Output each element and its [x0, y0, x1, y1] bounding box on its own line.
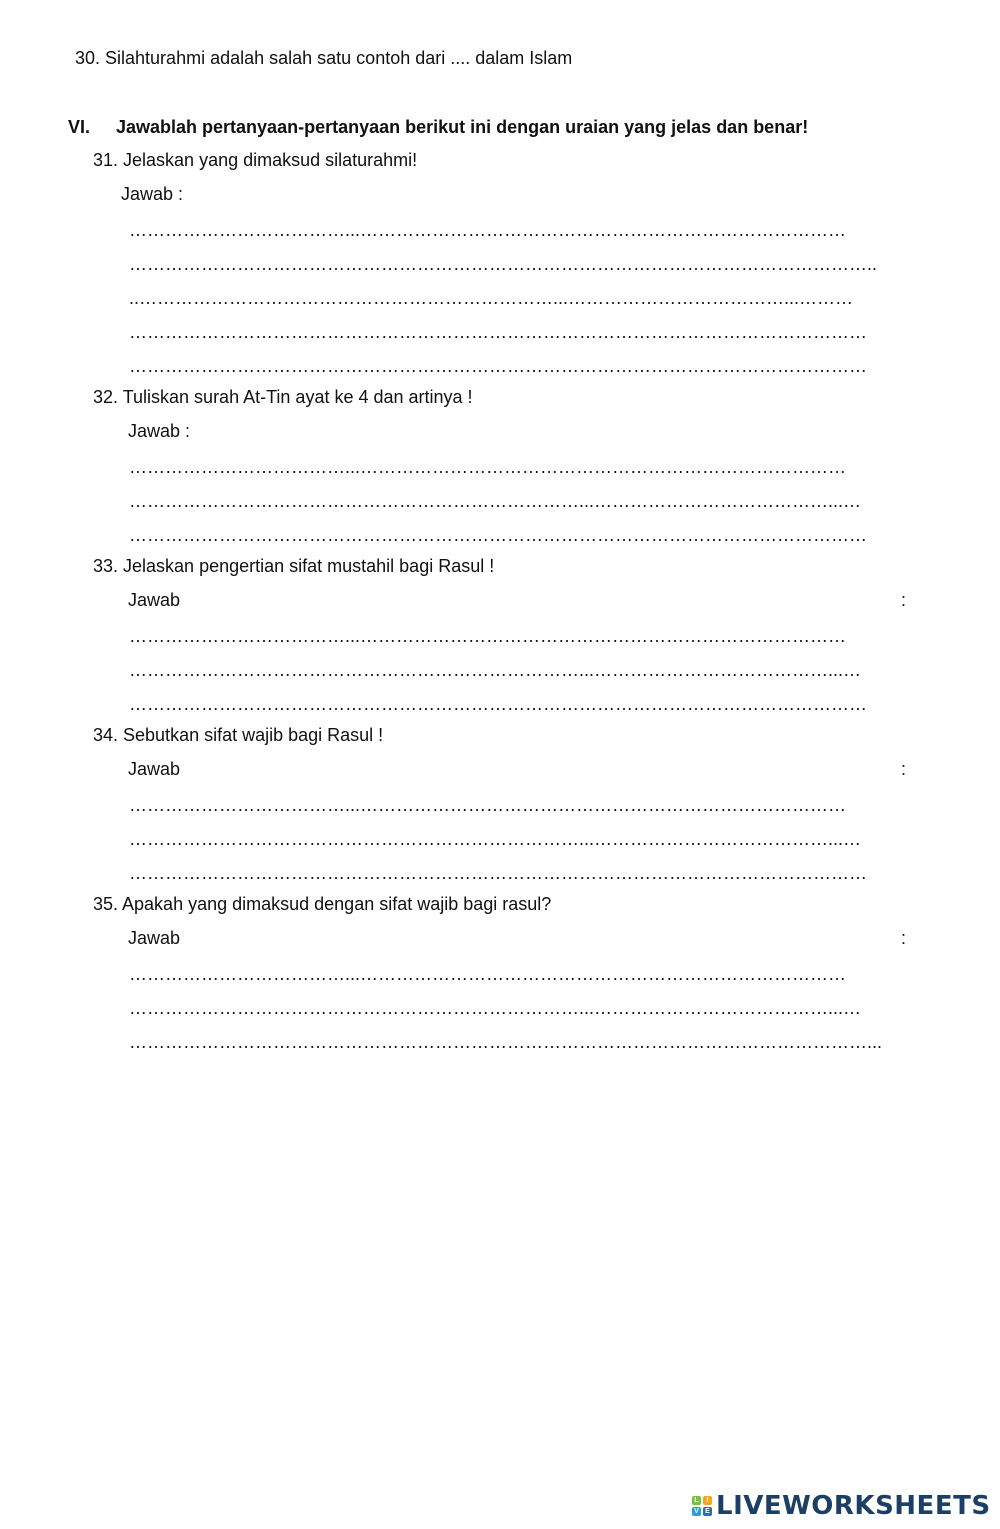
answer-label-33: Jawab: [128, 590, 181, 610]
answer-line-34-2: …………………………………………………………………...…………………………………...…: [129, 829, 862, 849]
answer-line-31-4: ……………………………………………………………………………………………………………: [129, 322, 867, 342]
section-title: Jawablah pertanyaan-pertanyaan berikut ini dengan uraian yang jelas dan benar!: [116, 117, 809, 137]
answer-label-34: Jawab: [128, 759, 181, 779]
answer-line-35-1: ………………………………...………………………………………………………………………: [129, 964, 847, 984]
answer-line-35-2: …………………………………………………………………...…………………………………...…: [129, 998, 862, 1018]
answer-label-31: Jawab :: [121, 184, 184, 204]
answer-line-34-1: ………………………………...………………………………………………………………………: [129, 795, 847, 815]
answer-colon-34: :: [901, 759, 907, 779]
liveworksheets-logo-text: LIVEWORKSHEETS: [716, 1491, 991, 1521]
section-number: VI.: [68, 117, 91, 137]
logo-tile-i: I: [703, 1496, 712, 1505]
answer-line-33-1: ………………………………...………………………………………………………………………: [129, 626, 847, 646]
answer-line-31-2: ……………………………………………………………………………………………………………..: [129, 254, 878, 274]
answer-colon-33: :: [901, 590, 907, 610]
answer-colon-35: :: [901, 928, 907, 948]
question-33: 33. Jelaskan pengertian sifat mustahil bagi Rasul !: [93, 556, 495, 576]
answer-line-31-5: ……………………………………………………………………………………………………………: [129, 356, 867, 376]
answer-line-32-3: ……………………………………………………………………………………………………………: [129, 525, 867, 545]
answer-line-32-1: ………………………………...………………………………………………………………………: [129, 457, 847, 477]
answer-line-32-2: …………………………………………………………………...…………………………………...…: [129, 491, 862, 511]
question-31: 31. Jelaskan yang dimaksud silaturahmi!: [93, 150, 418, 170]
liveworksheets-logo: [692, 1492, 991, 1520]
answer-line-33-2: …………………………………………………………………...…………………………………...…: [129, 660, 862, 680]
logo-tile-v: V: [692, 1507, 701, 1516]
question-30: 30. Silahturahmi adalah salah satu contoh dari .... dalam Islam: [75, 48, 573, 68]
logo-tile-l: L: [692, 1496, 701, 1505]
answer-line-35-3: ……………………………………………………………………………………………………………...: [129, 1032, 883, 1052]
question-35: 35. Apakah yang dimaksud dengan sifat wajib bagi rasul?: [93, 894, 552, 914]
logo-tile-e: E: [703, 1507, 712, 1516]
answer-line-31-3: ..……………………………………………………………...………………………………...………: [129, 288, 854, 308]
answer-line-31-1: ………………………………...………………………………………………………………………: [129, 220, 847, 240]
question-34: 34. Sebutkan sifat wajib bagi Rasul !: [93, 725, 384, 745]
answer-label-32: Jawab :: [128, 421, 191, 441]
answer-line-34-3: ……………………………………………………………………………………………………………: [129, 863, 867, 883]
liveworksheets-logo-icon: [692, 1496, 712, 1516]
question-32: 32. Tuliskan surah At-Tin ayat ke 4 dan artinya !: [93, 387, 473, 407]
answer-label-35: Jawab: [128, 928, 181, 948]
answer-line-33-3: ……………………………………………………………………………………………………………: [129, 694, 867, 714]
